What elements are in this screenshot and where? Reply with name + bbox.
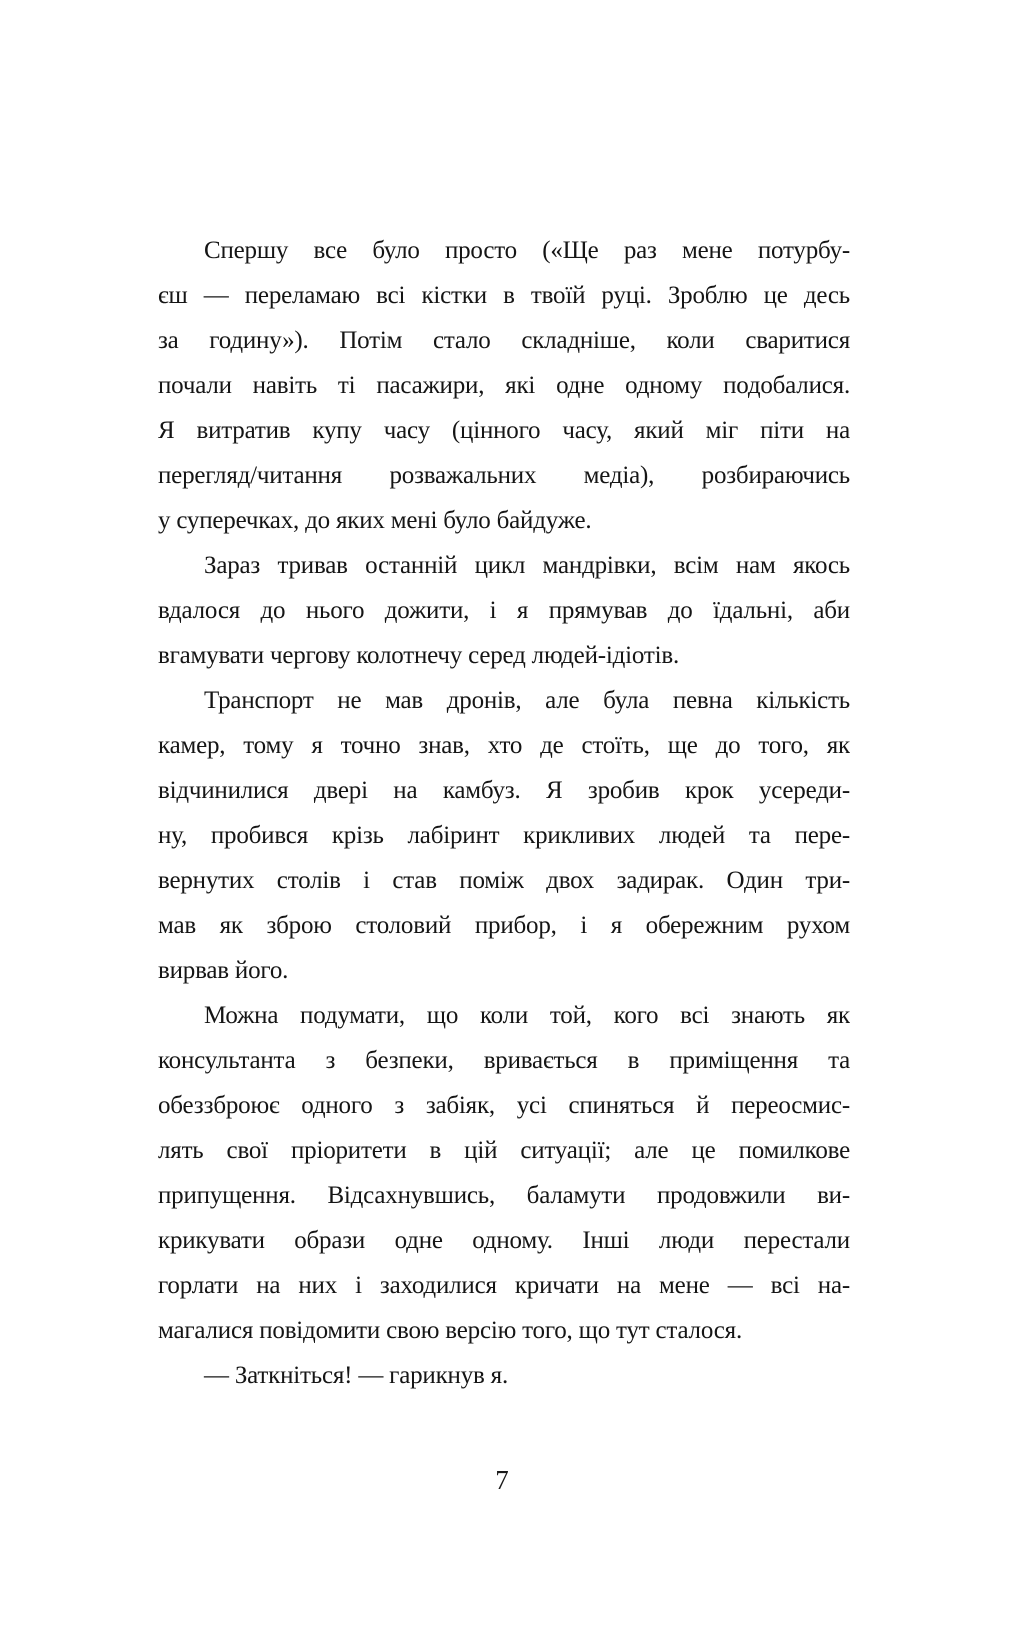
text-line: припущення. Відсахнувшись, баламути продовжили ви- [158,1182,850,1209]
text-line: ну, пробився крізь лабіринт крикливих людей та пере- [158,822,850,849]
text-line: єш — переламаю всі кістки в твоїй руці. Зроблю це десь [158,282,850,309]
text-line: магалися повідомити свою версію того, що тут сталося. [158,1317,743,1344]
text-line: вгамувати чергову колотнечу серед людей-ідіотів. [158,642,679,669]
text-line: лять свої пріоритети в цій ситуації; але це помилкове [158,1137,850,1164]
text-line: у суперечках, до яких мені було байдуже. [158,507,592,534]
text-line: відчинилися двері на камбуз. Я зробив крок усереди- [158,777,850,804]
text-line: Зараз тривав останній цикл мандрівки, всім нам якось [204,552,850,579]
text-line: обеззброює одного з забіяк, усі спиняться й переосмис- [158,1092,850,1119]
paragraph [158,228,850,543]
text-line: консультанта з безпеки, вривається в приміщення та [158,1047,850,1074]
page-text [158,228,850,1398]
paragraph [158,678,850,993]
text-line: крикувати образи одне одному. Інші люди перестали [158,1227,850,1254]
text-line: за годину»). Потім стало складніше, коли сваритися [158,327,850,354]
page-number: 7 [495,1465,509,1495]
text-line: Можна подумати, що коли той, кого всі знають як [204,1002,850,1029]
text-line: Транспорт не мав дронів, але була певна кількість [204,687,850,714]
text-line: вдалося до нього дожити, і я прямував до їдальні, аби [158,597,850,624]
text-line: — Заткніться! — гарикнув я. [204,1362,509,1389]
text-line: Спершу все було просто («Ще раз мене потурбу- [204,237,850,264]
paragraph [158,543,850,678]
text-line: горлати на них і заходилися кричати на мене — всі на- [158,1272,850,1299]
paragraph-dialogue [158,1353,850,1398]
text-line: перегляд/читання розважальних медіа), розбираючись [158,462,850,489]
text-line: мав як зброю столовий прибор, і я обережним рухом [158,912,850,939]
text-line: Я витратив купу часу (цінного часу, який міг піти на [158,417,850,444]
paragraph [158,993,850,1353]
text-line: почали навіть ті пасажири, які одне одному подобалися. [158,372,850,399]
text-line: камер, тому я точно знав, хто де стоїть, ще до того, як [158,732,850,759]
text-line: вернутих столів і став поміж двох задирак. Один три- [158,867,850,894]
text-line: вирвав його. [158,957,289,984]
